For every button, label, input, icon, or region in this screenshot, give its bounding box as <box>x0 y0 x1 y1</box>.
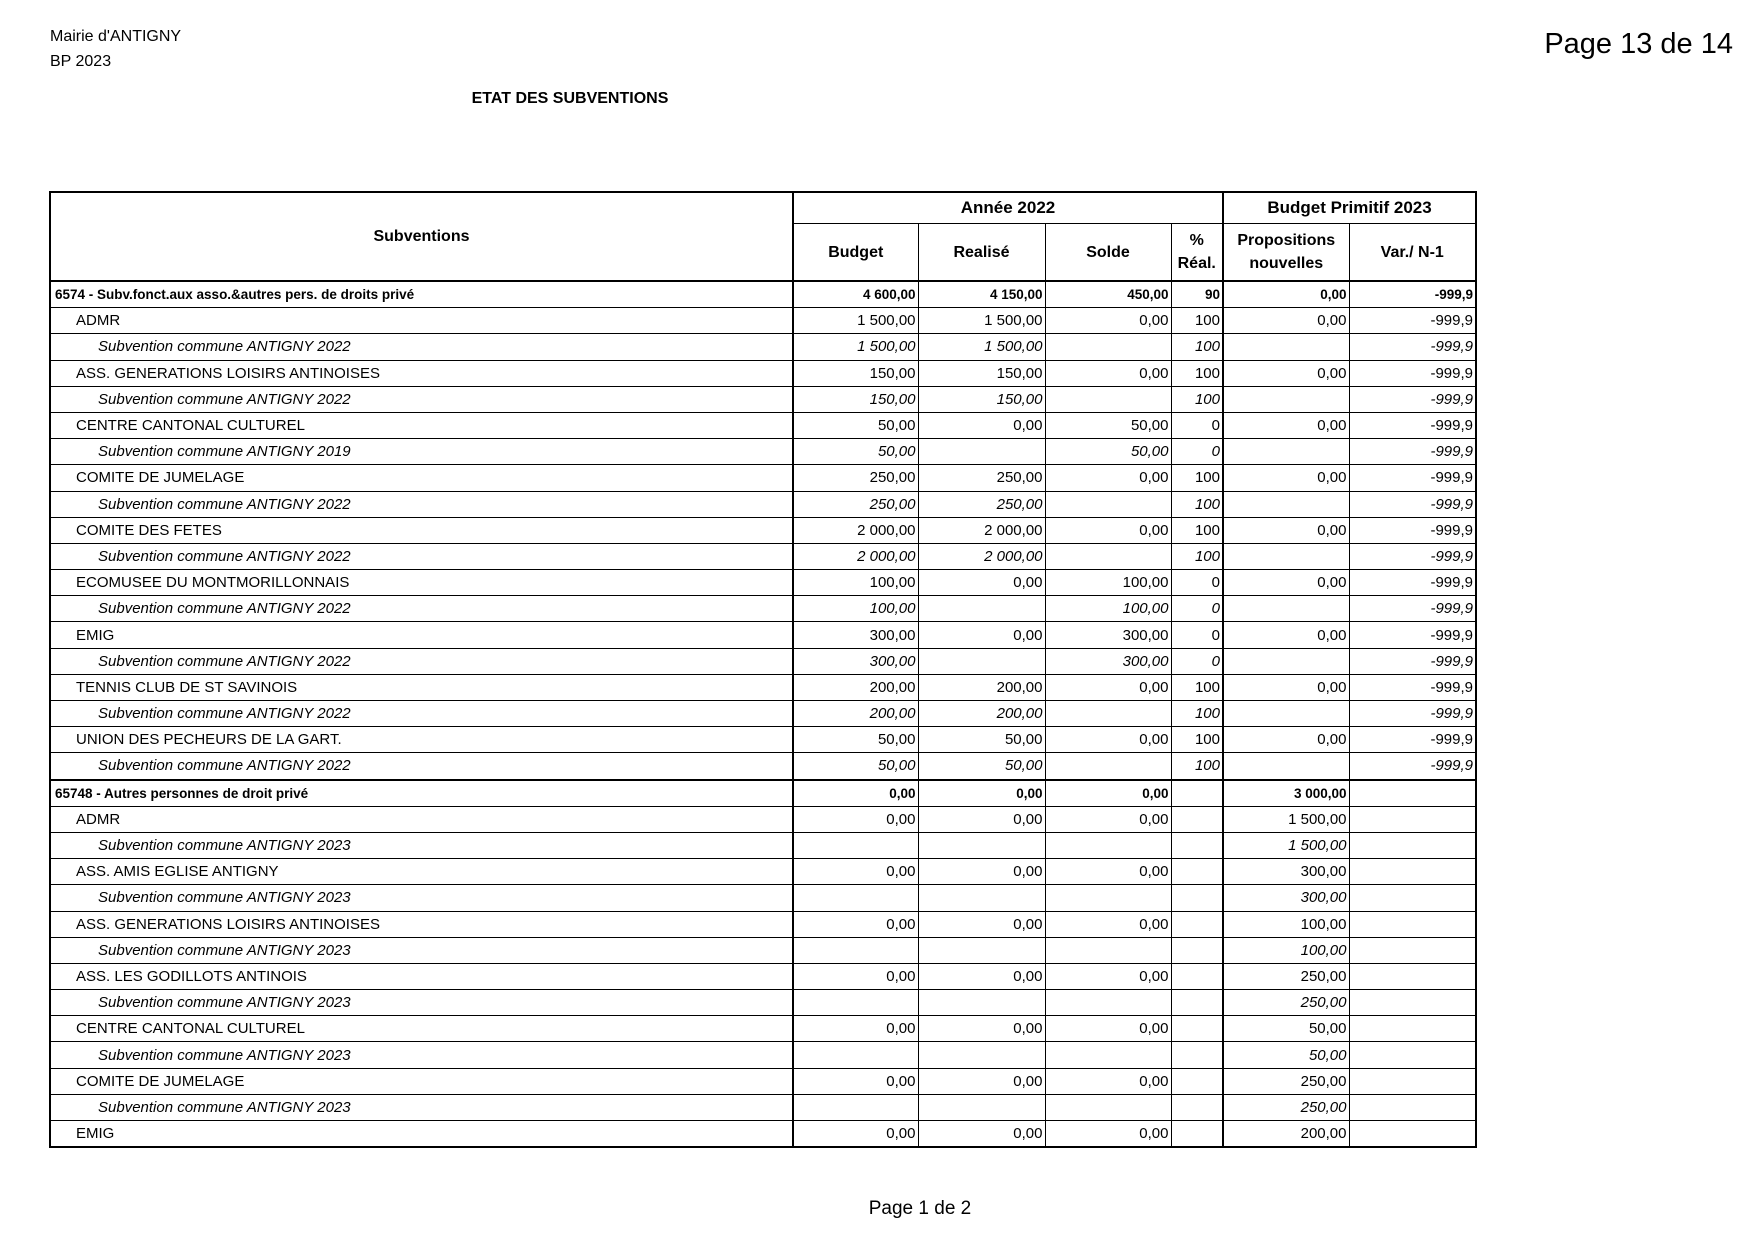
cell-solde: 0,00 <box>1045 727 1171 753</box>
cell-name: Subvention commune ANTIGNY 2019 <box>50 439 793 465</box>
cell-propositions: 0,00 <box>1223 281 1349 308</box>
cell-solde: 0,00 <box>1045 674 1171 700</box>
cell-pct-real: 100 <box>1171 360 1223 386</box>
cell-pct-real <box>1171 859 1223 885</box>
cell-realise <box>918 439 1045 465</box>
cell-realise: 150,00 <box>918 360 1045 386</box>
cell-budget: 50,00 <box>793 412 918 438</box>
cell-var <box>1349 1094 1476 1120</box>
cell-realise: 1 500,00 <box>918 308 1045 334</box>
cell-var: -999,9 <box>1349 701 1476 727</box>
cell-name: CENTRE CANTONAL CULTUREL <box>50 1016 793 1042</box>
cell-propositions <box>1223 753 1349 780</box>
cell-var <box>1349 885 1476 911</box>
cell-var: -999,9 <box>1349 386 1476 412</box>
cell-budget: 0,00 <box>793 1068 918 1094</box>
cell-var <box>1349 806 1476 832</box>
cell-budget <box>793 885 918 911</box>
cell-solde: 0,00 <box>1045 780 1171 807</box>
table-row <box>50 412 1476 438</box>
cell-budget: 300,00 <box>793 622 918 648</box>
cell-solde: 0,00 <box>1045 517 1171 543</box>
table-row <box>50 859 1476 885</box>
cell-name: ASS. AMIS EGLISE ANTIGNY <box>50 859 793 885</box>
cell-var: -999,9 <box>1349 412 1476 438</box>
cell-realise: 0,00 <box>918 1068 1045 1094</box>
cell-budget: 0,00 <box>793 911 918 937</box>
cell-realise: 250,00 <box>918 491 1045 517</box>
cell-propositions: 1 500,00 <box>1223 806 1349 832</box>
cell-pct-real <box>1171 990 1223 1016</box>
cell-propositions: 0,00 <box>1223 308 1349 334</box>
table-row <box>50 308 1476 334</box>
cell-propositions: 0,00 <box>1223 412 1349 438</box>
cell-pct-real <box>1171 780 1223 807</box>
table-detail-row <box>50 386 1476 412</box>
cell-name: EMIG <box>50 1121 793 1148</box>
column-header-subventions: Subventions <box>50 192 793 281</box>
cell-pct-real <box>1171 937 1223 963</box>
cell-name: ADMR <box>50 308 793 334</box>
cell-propositions: 0,00 <box>1223 727 1349 753</box>
cell-name: CENTRE CANTONAL CULTUREL <box>50 412 793 438</box>
cell-budget: 0,00 <box>793 806 918 832</box>
cell-var: -999,9 <box>1349 570 1476 596</box>
cell-solde: 0,00 <box>1045 859 1171 885</box>
cell-pct-real <box>1171 1068 1223 1094</box>
page-number: Page 13 de 14 <box>1544 28 1733 60</box>
cell-solde: 450,00 <box>1045 281 1171 308</box>
cell-propositions <box>1223 596 1349 622</box>
cell-pct-real <box>1171 806 1223 832</box>
cell-propositions: 0,00 <box>1223 465 1349 491</box>
cell-name: Subvention commune ANTIGNY 2022 <box>50 543 793 569</box>
cell-var: -999,9 <box>1349 674 1476 700</box>
cell-pct-real: 100 <box>1171 386 1223 412</box>
cell-budget: 1 500,00 <box>793 308 918 334</box>
cell-var: -999,9 <box>1349 622 1476 648</box>
cell-var: -999,9 <box>1349 543 1476 569</box>
cell-realise: 200,00 <box>918 701 1045 727</box>
cell-name: COMITE DE JUMELAGE <box>50 465 793 491</box>
cell-solde <box>1045 1094 1171 1120</box>
cell-realise <box>918 885 1045 911</box>
cell-realise: 200,00 <box>918 674 1045 700</box>
table-detail-row <box>50 937 1476 963</box>
cell-name: ASS. GENERATIONS LOISIRS ANTINOISES <box>50 360 793 386</box>
cell-solde: 0,00 <box>1045 1016 1171 1042</box>
cell-budget: 2 000,00 <box>793 517 918 543</box>
cell-propositions: 100,00 <box>1223 937 1349 963</box>
cell-propositions: 300,00 <box>1223 859 1349 885</box>
cell-solde: 0,00 <box>1045 308 1171 334</box>
cell-solde: 100,00 <box>1045 596 1171 622</box>
cell-solde: 0,00 <box>1045 1121 1171 1148</box>
cell-solde <box>1045 491 1171 517</box>
table-header-group-row <box>50 192 1476 224</box>
cell-pct-real: 100 <box>1171 701 1223 727</box>
cell-var: -999,9 <box>1349 753 1476 780</box>
cell-pct-real <box>1171 911 1223 937</box>
cell-pct-real: 100 <box>1171 674 1223 700</box>
cell-name: Subvention commune ANTIGNY 2022 <box>50 701 793 727</box>
cell-pct-real: 100 <box>1171 491 1223 517</box>
cell-propositions: 250,00 <box>1223 1068 1349 1094</box>
cell-propositions: 250,00 <box>1223 963 1349 989</box>
cell-propositions <box>1223 491 1349 517</box>
cell-name: TENNIS CLUB DE ST SAVINOIS <box>50 674 793 700</box>
cell-pct-real <box>1171 1094 1223 1120</box>
table-detail-row <box>50 1094 1476 1120</box>
cell-propositions: 200,00 <box>1223 1121 1349 1148</box>
column-header-var: Var./ N-1 <box>1349 224 1476 282</box>
cell-var <box>1349 832 1476 858</box>
cell-propositions: 100,00 <box>1223 911 1349 937</box>
cell-name: COMITE DE JUMELAGE <box>50 1068 793 1094</box>
cell-pct-real: 0 <box>1171 412 1223 438</box>
cell-budget: 100,00 <box>793 570 918 596</box>
cell-name: EMIG <box>50 622 793 648</box>
cell-name: Subvention commune ANTIGNY 2023 <box>50 832 793 858</box>
cell-solde <box>1045 543 1171 569</box>
cell-realise: 50,00 <box>918 753 1045 780</box>
cell-realise: 4 150,00 <box>918 281 1045 308</box>
cell-name: 6574 - Subv.fonct.aux asso.&autres pers. de droits privé <box>50 281 793 308</box>
table-row <box>50 622 1476 648</box>
cell-solde <box>1045 990 1171 1016</box>
column-group-year-2022: Année 2022 <box>793 192 1223 224</box>
cell-var <box>1349 1016 1476 1042</box>
table-detail-row <box>50 885 1476 911</box>
cell-solde <box>1045 1042 1171 1068</box>
cell-realise: 0,00 <box>918 859 1045 885</box>
cell-budget: 150,00 <box>793 360 918 386</box>
cell-var: -999,9 <box>1349 596 1476 622</box>
table-detail-row <box>50 990 1476 1016</box>
cell-propositions <box>1223 648 1349 674</box>
document-title: ETAT DES SUBVENTIONS <box>471 90 669 107</box>
cell-budget: 0,00 <box>793 859 918 885</box>
cell-realise <box>918 1042 1045 1068</box>
cell-budget: 250,00 <box>793 465 918 491</box>
cell-propositions <box>1223 439 1349 465</box>
cell-name: ASS. LES GODILLOTS ANTINOIS <box>50 963 793 989</box>
column-group-budget-primitif: Budget Primitif 2023 <box>1223 192 1476 224</box>
table-section-row <box>50 281 1476 308</box>
column-header-propositions <box>1223 224 1349 282</box>
cell-var: -999,9 <box>1349 334 1476 360</box>
cell-solde <box>1045 937 1171 963</box>
cell-propositions: 0,00 <box>1223 570 1349 596</box>
document-header <box>50 24 181 74</box>
cell-realise: 0,00 <box>918 1016 1045 1042</box>
cell-solde: 0,00 <box>1045 911 1171 937</box>
cell-solde <box>1045 386 1171 412</box>
cell-name: Subvention commune ANTIGNY 2022 <box>50 386 793 412</box>
cell-realise: 250,00 <box>918 465 1045 491</box>
cell-name: Subvention commune ANTIGNY 2023 <box>50 937 793 963</box>
cell-solde <box>1045 701 1171 727</box>
cell-budget: 0,00 <box>793 1016 918 1042</box>
cell-pct-real: 100 <box>1171 727 1223 753</box>
cell-budget: 100,00 <box>793 596 918 622</box>
table-detail-row <box>50 334 1476 360</box>
column-header-pct-real <box>1171 224 1223 282</box>
cell-name: UNION DES PECHEURS DE LA GART. <box>50 727 793 753</box>
cell-solde: 0,00 <box>1045 806 1171 832</box>
cell-realise <box>918 648 1045 674</box>
cell-budget <box>793 832 918 858</box>
cell-solde <box>1045 753 1171 780</box>
table-detail-row <box>50 701 1476 727</box>
cell-budget: 300,00 <box>793 648 918 674</box>
cell-solde <box>1045 334 1171 360</box>
cell-budget <box>793 1042 918 1068</box>
column-header-realise: Realisé <box>918 224 1045 282</box>
table-row <box>50 1016 1476 1042</box>
cell-realise <box>918 1094 1045 1120</box>
cell-name: ECOMUSEE DU MONTMORILLONNAIS <box>50 570 793 596</box>
cell-pct-real <box>1171 832 1223 858</box>
table-row <box>50 727 1476 753</box>
prop-line1: Propositions <box>1237 232 1336 249</box>
cell-realise <box>918 990 1045 1016</box>
cell-name: Subvention commune ANTIGNY 2022 <box>50 596 793 622</box>
cell-solde: 300,00 <box>1045 648 1171 674</box>
cell-realise: 150,00 <box>918 386 1045 412</box>
cell-solde: 50,00 <box>1045 439 1171 465</box>
cell-solde <box>1045 832 1171 858</box>
cell-name: ASS. GENERATIONS LOISIRS ANTINOISES <box>50 911 793 937</box>
cell-propositions: 250,00 <box>1223 1094 1349 1120</box>
cell-realise: 0,00 <box>918 963 1045 989</box>
cell-realise: 1 500,00 <box>918 334 1045 360</box>
cell-realise: 50,00 <box>918 727 1045 753</box>
cell-propositions: 50,00 <box>1223 1016 1349 1042</box>
cell-solde: 0,00 <box>1045 1068 1171 1094</box>
cell-budget <box>793 990 918 1016</box>
cell-solde: 0,00 <box>1045 360 1171 386</box>
table-detail-row <box>50 439 1476 465</box>
cell-propositions: 1 500,00 <box>1223 832 1349 858</box>
cell-budget: 50,00 <box>793 753 918 780</box>
cell-realise <box>918 596 1045 622</box>
cell-name: COMITE DES FETES <box>50 517 793 543</box>
cell-propositions: 0,00 <box>1223 360 1349 386</box>
cell-pct-real <box>1171 963 1223 989</box>
table-detail-row <box>50 648 1476 674</box>
budget-name: BP 2023 <box>50 53 112 70</box>
cell-pct-real: 100 <box>1171 753 1223 780</box>
cell-propositions <box>1223 386 1349 412</box>
cell-propositions <box>1223 334 1349 360</box>
table-detail-row <box>50 491 1476 517</box>
cell-budget: 2 000,00 <box>793 543 918 569</box>
cell-realise: 0,00 <box>918 806 1045 832</box>
cell-name: 65748 - Autres personnes de droit privé <box>50 780 793 807</box>
pct-line1: % <box>1189 232 1204 249</box>
cell-var <box>1349 1121 1476 1148</box>
cell-pct-real <box>1171 1016 1223 1042</box>
cell-budget: 200,00 <box>793 674 918 700</box>
cell-name: Subvention commune ANTIGNY 2022 <box>50 491 793 517</box>
cell-realise: 0,00 <box>918 622 1045 648</box>
cell-var: -999,9 <box>1349 360 1476 386</box>
cell-pct-real: 100 <box>1171 308 1223 334</box>
cell-name: Subvention commune ANTIGNY 2023 <box>50 990 793 1016</box>
cell-propositions: 0,00 <box>1223 674 1349 700</box>
cell-budget: 4 600,00 <box>793 281 918 308</box>
cell-realise <box>918 937 1045 963</box>
municipality-name: Mairie d'ANTIGNY <box>50 28 182 45</box>
cell-name: Subvention commune ANTIGNY 2022 <box>50 334 793 360</box>
cell-name: Subvention commune ANTIGNY 2023 <box>50 1094 793 1120</box>
table-detail-row <box>50 832 1476 858</box>
cell-var: -999,9 <box>1349 491 1476 517</box>
cell-solde: 50,00 <box>1045 412 1171 438</box>
cell-pct-real <box>1171 1121 1223 1148</box>
cell-var <box>1349 937 1476 963</box>
cell-budget: 1 500,00 <box>793 334 918 360</box>
cell-realise: 2 000,00 <box>918 543 1045 569</box>
pct-line2: Réal. <box>1177 255 1216 272</box>
cell-propositions: 0,00 <box>1223 517 1349 543</box>
cell-propositions: 50,00 <box>1223 1042 1349 1068</box>
cell-var <box>1349 990 1476 1016</box>
cell-solde: 100,00 <box>1045 570 1171 596</box>
cell-budget: 0,00 <box>793 780 918 807</box>
cell-var: -999,9 <box>1349 281 1476 308</box>
table-row <box>50 570 1476 596</box>
cell-budget: 50,00 <box>793 439 918 465</box>
cell-var: -999,9 <box>1349 648 1476 674</box>
table-row <box>50 465 1476 491</box>
table-detail-row <box>50 543 1476 569</box>
cell-realise: 0,00 <box>918 780 1045 807</box>
cell-pct-real: 0 <box>1171 596 1223 622</box>
cell-propositions: 3 000,00 <box>1223 780 1349 807</box>
page-footer: Page 1 de 2 <box>868 1198 972 1219</box>
cell-pct-real: 100 <box>1171 517 1223 543</box>
table-row <box>50 674 1476 700</box>
cell-budget: 0,00 <box>793 1121 918 1148</box>
table-row <box>50 806 1476 832</box>
table-detail-row <box>50 1042 1476 1068</box>
table-row <box>50 963 1476 989</box>
cell-var <box>1349 1068 1476 1094</box>
cell-budget: 250,00 <box>793 491 918 517</box>
cell-pct-real: 90 <box>1171 281 1223 308</box>
cell-pct-real: 100 <box>1171 334 1223 360</box>
cell-name: Subvention commune ANTIGNY 2022 <box>50 648 793 674</box>
cell-propositions <box>1223 701 1349 727</box>
table-row <box>50 1068 1476 1094</box>
cell-pct-real: 0 <box>1171 648 1223 674</box>
table-row <box>50 360 1476 386</box>
cell-pct-real: 0 <box>1171 570 1223 596</box>
cell-realise: 0,00 <box>918 412 1045 438</box>
cell-var: -999,9 <box>1349 465 1476 491</box>
cell-name: Subvention commune ANTIGNY 2023 <box>50 885 793 911</box>
cell-pct-real: 100 <box>1171 465 1223 491</box>
prop-line2: nouvelles <box>1249 255 1324 272</box>
table-detail-row <box>50 753 1476 780</box>
cell-solde: 0,00 <box>1045 465 1171 491</box>
column-header-solde: Solde <box>1045 224 1171 282</box>
cell-budget: 0,00 <box>793 963 918 989</box>
cell-realise <box>918 832 1045 858</box>
cell-var <box>1349 911 1476 937</box>
cell-budget: 150,00 <box>793 386 918 412</box>
cell-realise: 0,00 <box>918 1121 1045 1148</box>
table-row <box>50 911 1476 937</box>
cell-propositions: 0,00 <box>1223 622 1349 648</box>
cell-var <box>1349 1042 1476 1068</box>
cell-var <box>1349 780 1476 807</box>
cell-budget <box>793 937 918 963</box>
cell-name: Subvention commune ANTIGNY 2022 <box>50 753 793 780</box>
cell-pct-real <box>1171 885 1223 911</box>
cell-pct-real: 100 <box>1171 543 1223 569</box>
cell-pct-real: 0 <box>1171 439 1223 465</box>
cell-var: -999,9 <box>1349 727 1476 753</box>
cell-pct-real: 0 <box>1171 622 1223 648</box>
table-detail-row <box>50 596 1476 622</box>
cell-pct-real <box>1171 1042 1223 1068</box>
cell-name: Subvention commune ANTIGNY 2023 <box>50 1042 793 1068</box>
cell-var: -999,9 <box>1349 517 1476 543</box>
cell-realise: 2 000,00 <box>918 517 1045 543</box>
table-section-row <box>50 780 1476 807</box>
column-header-budget: Budget <box>793 224 918 282</box>
cell-budget: 200,00 <box>793 701 918 727</box>
cell-solde <box>1045 885 1171 911</box>
cell-budget: 50,00 <box>793 727 918 753</box>
cell-budget <box>793 1094 918 1120</box>
cell-solde: 300,00 <box>1045 622 1171 648</box>
table-row <box>50 1121 1476 1148</box>
cell-propositions: 300,00 <box>1223 885 1349 911</box>
table-row <box>50 517 1476 543</box>
subventions-table <box>49 191 1477 1148</box>
cell-propositions <box>1223 543 1349 569</box>
cell-var <box>1349 859 1476 885</box>
table-body <box>50 281 1476 1147</box>
cell-var <box>1349 963 1476 989</box>
cell-var: -999,9 <box>1349 308 1476 334</box>
cell-name: ADMR <box>50 806 793 832</box>
cell-realise: 0,00 <box>918 570 1045 596</box>
cell-solde: 0,00 <box>1045 963 1171 989</box>
cell-var: -999,9 <box>1349 439 1476 465</box>
cell-propositions: 250,00 <box>1223 990 1349 1016</box>
cell-realise: 0,00 <box>918 911 1045 937</box>
